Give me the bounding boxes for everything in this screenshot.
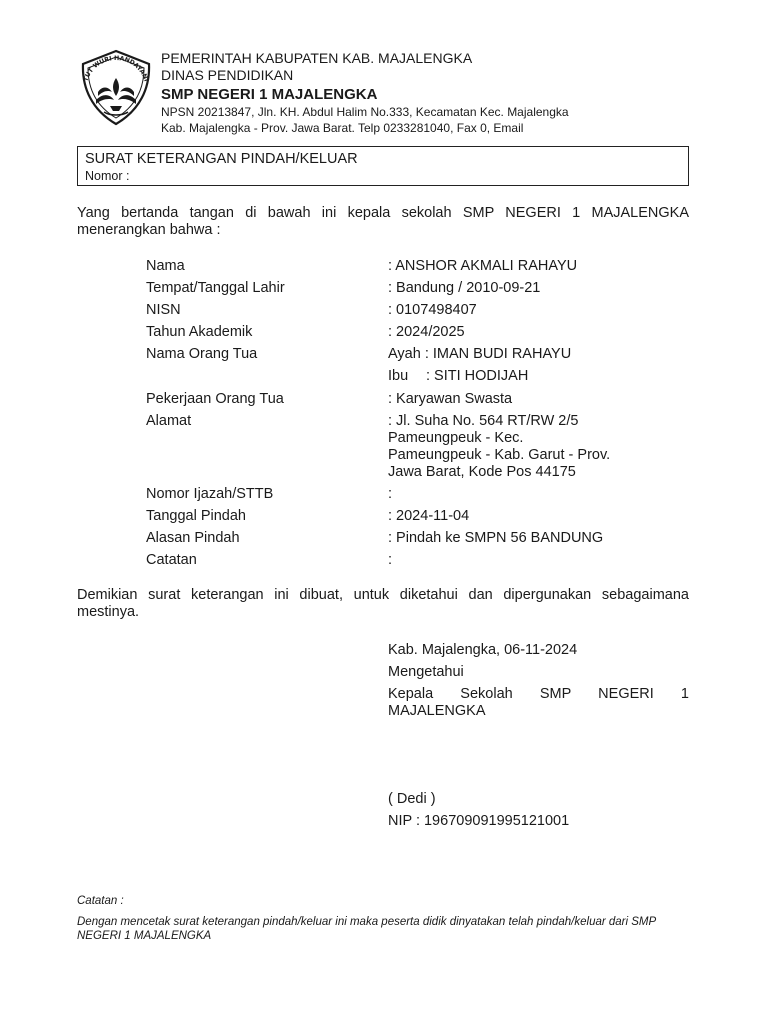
signatory-name: ( Dedi )	[388, 791, 436, 807]
department-name: DINAS PENDIDIKAN	[161, 67, 294, 83]
field-label-tahun: Tahun Akademik	[146, 324, 253, 340]
field-label-pekerjaan: Pekerjaan Orang Tua	[146, 391, 284, 407]
tut-wuri-handayani-logo	[76, 48, 156, 128]
alamat-line2: Pameungpeuk - Kec.	[388, 430, 524, 446]
field-value-ibu: : SITI HODIJAH	[426, 368, 529, 384]
field-value-pekerjaan: : Karyawan Swasta	[388, 391, 513, 407]
field-value-alasan: : Pindah ke SMPN 56 BANDUNG	[388, 530, 604, 546]
signature-position-line2: MAJALENGKA	[388, 703, 486, 719]
field-value-nisn: : 0107498407	[388, 302, 477, 318]
signature-place-date: Kab. Majalengka, 06-11-2024	[388, 642, 578, 658]
note-text: Dengan mencetak surat keterangan pindah/keluar ini maka peserta didik dinyatakan telah pindah/keluar dari SMP NEGERI 1 MAJALENGKA	[77, 916, 656, 942]
document-number: Nomor :	[85, 169, 130, 183]
field-value-alamat	[388, 413, 628, 481]
field-label-ttl: Tempat/Tanggal Lahir	[146, 280, 285, 296]
document-title-box	[77, 146, 689, 186]
school-name: SMP NEGERI 1 MAJALENGKA	[161, 86, 378, 103]
note-label: Catatan :	[77, 895, 124, 907]
intro-paragraph: Yang bertanda tangan di bawah ini kepala sekolah SMP NEGERI 1 MAJALENGKA menerangkan bahwa :	[77, 205, 689, 238]
field-label-ortu: Nama Orang Tua	[146, 346, 258, 362]
alamat-line1: : Jl. Suha No. 564 RT/RW 2/5	[388, 413, 579, 429]
field-label-catatan: Catatan	[146, 552, 197, 568]
svg-text:TUT WURI HANDAYANI: TUT WURI HANDAYANI	[82, 54, 150, 83]
field-label-ijazah: Nomor Ijazah/STTB	[146, 486, 274, 502]
field-label-alamat: Alamat	[146, 413, 192, 429]
field-value-tahun: : 2024/2025	[388, 324, 465, 340]
field-value-ttl: : Bandung / 2010-09-21	[388, 280, 541, 296]
field-value-ayah: Ayah : IMAN BUDI RAHAYU	[388, 346, 572, 362]
government-name: PEMERINTAH KABUPATEN KAB. MAJALENGKA	[161, 50, 473, 66]
school-address-line1: NPSN 20213847, Jln. KH. Abdul Halim No.333, Kecamatan Kec. Majalengka	[161, 105, 569, 119]
alamat-line3: Pameungpeuk - Kab. Garut - Prov.	[388, 447, 611, 463]
signature-position-line1: Kepala Sekolah SMP NEGERI 1	[388, 686, 689, 702]
signatory-nip: NIP : 196709091995121001	[388, 813, 570, 829]
field-value-tgl-pindah: : 2024-11-04	[388, 508, 470, 524]
field-label-alasan: Alasan Pindah	[146, 530, 240, 546]
field-value-catatan: :	[388, 552, 393, 568]
school-address-line2: Kab. Majalengka - Prov. Jawa Barat. Telp 0233281040, Fax 0, Email	[161, 121, 524, 135]
closing-paragraph: Demikian surat keterangan ini dibuat, untuk diketahui dan dipergunakan sebagaimana mestinya.	[77, 587, 689, 620]
field-label-nisn: NISN	[146, 302, 181, 318]
alamat-line4: Jawa Barat, Kode Pos 44175	[388, 464, 576, 480]
field-value-nama: : ANSHOR AKMALI RAHAYU	[388, 258, 578, 274]
field-label-ibu: Ibu	[388, 368, 409, 384]
signature-mengetahui: Mengetahui	[388, 664, 464, 680]
letterhead	[161, 50, 721, 136]
field-label-nama: Nama	[146, 258, 185, 274]
field-label-tgl-pindah: Tanggal Pindah	[146, 508, 246, 524]
document-title: SURAT KETERANGAN PINDAH/KELUAR	[85, 151, 358, 167]
field-value-ijazah: :	[388, 486, 393, 502]
